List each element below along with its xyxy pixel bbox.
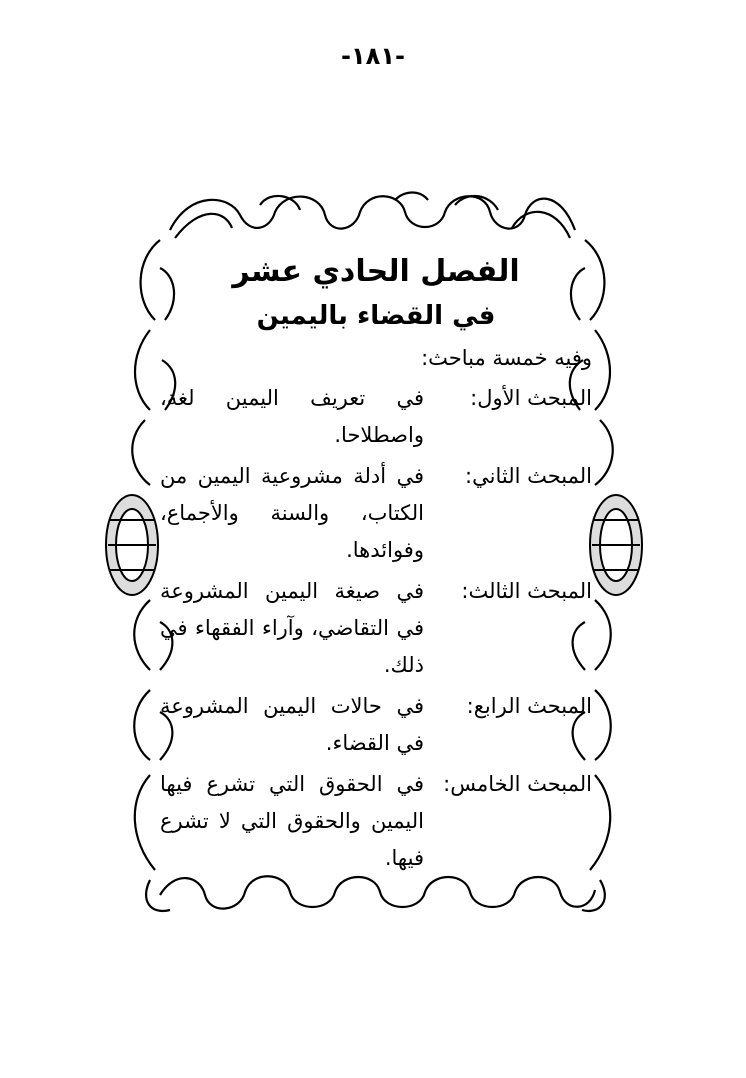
section-label: المبحث الأول: bbox=[470, 386, 592, 410]
section-item bbox=[160, 573, 592, 684]
section-text: في الحقوق التي تشرع فيها اليمين والحقوق التي لا تشرع فيها. bbox=[160, 772, 424, 870]
section-item bbox=[160, 380, 592, 454]
chapter-title: الفصل الحادي عشر bbox=[232, 254, 520, 289]
left-medallion bbox=[106, 495, 158, 595]
page-number: -١٨١- bbox=[341, 42, 405, 70]
intro-line: وفيه خمسة مباحث: bbox=[421, 346, 592, 370]
section-label: المبحث الثاني: bbox=[465, 464, 592, 488]
section-text: في تعريف اليمين لغة، واصطلاحا. bbox=[160, 386, 424, 447]
section-item bbox=[160, 688, 592, 762]
section-label: المبحث الخامس: bbox=[443, 772, 592, 796]
section-item bbox=[160, 766, 592, 877]
section-label: المبحث الرابع: bbox=[466, 694, 592, 718]
section-text: في حالات اليمين المشروعة في القضاء. bbox=[160, 694, 424, 755]
chapter-subtitle: في القضاء باليمين bbox=[256, 301, 496, 331]
section-label: المبحث الثالث: bbox=[461, 579, 592, 603]
right-medallion bbox=[590, 495, 642, 595]
chapter-content bbox=[160, 240, 592, 881]
section-text: في صيغة اليمين المشروعة في التقاضي، وآراء الفقهاء في ذلك. bbox=[160, 579, 424, 677]
section-item bbox=[160, 458, 592, 569]
bottom-border-scroll bbox=[160, 876, 595, 908]
section-text: في أدلة مشروعية اليمين من الكتاب، والسنة والأجماع، وفوائدها. bbox=[160, 464, 424, 562]
